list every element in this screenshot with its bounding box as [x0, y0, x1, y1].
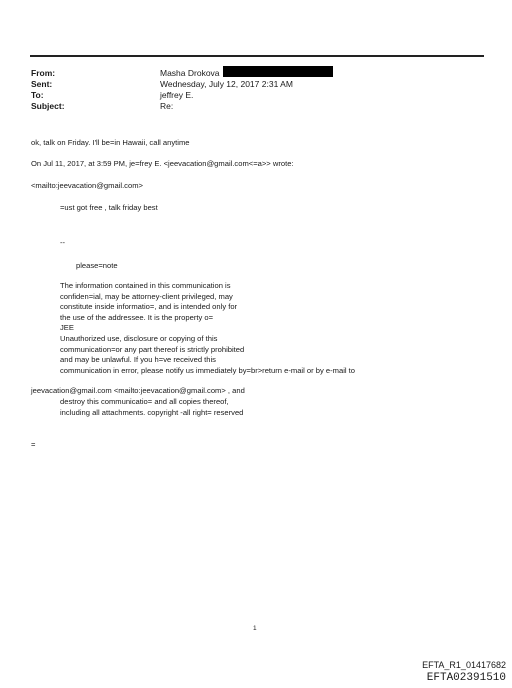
- disclaimer-line: communication=or any part thereof is strictly prohibited: [60, 344, 245, 354]
- efta-large-id: EFTA02391510: [426, 672, 506, 684]
- please-note: please=note: [76, 261, 118, 270]
- body-dash: --: [60, 238, 66, 247]
- from-value: Masha Drokova: [160, 68, 220, 78]
- equals-mark: =: [31, 440, 36, 449]
- to-value: jeffrey E.: [160, 90, 194, 100]
- from-label: From:: [31, 68, 56, 78]
- body-line: =ust got free , talk friday best: [60, 203, 158, 212]
- page-number: 1: [253, 625, 257, 632]
- disclaimer-line: constitute inside informatio=, and is intended only for: [60, 302, 238, 312]
- disclaimer-line: confiden=ial, may be attorney-client privileged, may: [60, 291, 233, 301]
- disclaimer-line: including all attachments. copyright -all right= reserved: [60, 407, 244, 417]
- body-line: ok, talk on Friday. I'll be=in Hawaii, call anytime: [31, 138, 190, 147]
- disclaimer-line: communication in error, please notify us immediately by=br>return e-mail or by e-mail to: [60, 365, 356, 375]
- efta-small-id: EFTA_R1_01417682: [422, 660, 506, 670]
- body-line: On Jul 11, 2017, at 3:59 PM, je=frey E. <jeevacation@gmail.com<=a>> wrote:: [31, 159, 294, 168]
- to-label: To:: [31, 90, 44, 100]
- subject-value: Re:: [160, 101, 174, 111]
- sent-value: Wednesday, July 12, 2017 2:31 AM: [160, 79, 293, 89]
- outdent-line: jeevacation@gmail.com <mailto:jeevacation@gmail.com> , and: [31, 386, 245, 395]
- header-divider: [30, 55, 484, 57]
- disclaimer-line: the use of the addressee. It is the property o=: [60, 312, 214, 322]
- sent-label: Sent:: [31, 79, 53, 89]
- disclaimer-line: destroy this communicatio= and all copies thereof,: [60, 397, 229, 406]
- disclaimer-line: and may be unlawful. If you h=ve received this: [60, 355, 216, 365]
- redaction-block: [223, 66, 333, 77]
- disclaimer-line: JEE: [60, 323, 74, 333]
- subject-label: Subject:: [31, 101, 65, 111]
- disclaimer-line: The information contained in this communication is: [60, 281, 231, 290]
- disclaimer-line: Unauthorized use, disclosure or copying of this: [60, 334, 218, 343]
- body-line: <mailto:jeevacation@gmail.com>: [31, 181, 143, 190]
